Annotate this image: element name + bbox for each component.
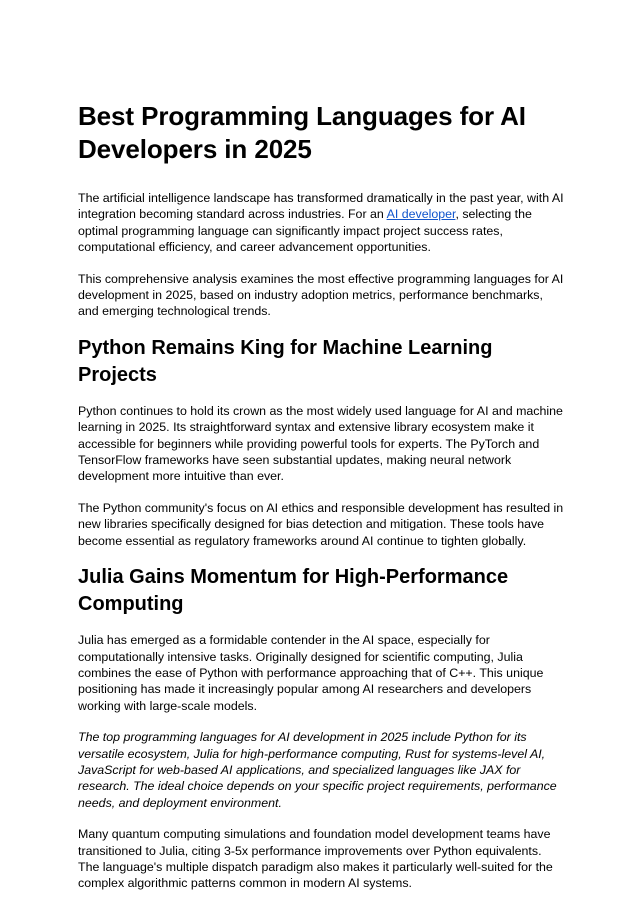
ai-developer-link[interactable]: AI developer <box>386 207 456 222</box>
section-heading-julia: Julia Gains Momentum for High-Performance Computing <box>78 566 509 616</box>
intro-text-before-link: The artificial intelligence landscape has transformed dramatically in the past year, with AI integration becoming standard across industries. For an <box>78 191 564 222</box>
document-page <box>78 100 564 907</box>
python-paragraph-1: Python continues to hold its crown as the most widely used language for AI and machine learning in 2025. Its straightforward syntax and extensive library ecosystem make it accessible for beginners while providing powerful tools for experts. The PyTorch and TensorFlow frameworks have seen substantial updates, making neural network development more intuitive than ever. <box>78 403 563 484</box>
intro-paragraph-1 <box>78 190 564 256</box>
python-paragraph-2: The Python community's focus on AI ethics and responsible development has resulted in new libraries specifically designed for bias detection and mitigation. These tools have become essential as regulatory frameworks around AI continue to tighten globally. <box>78 500 564 548</box>
julia-paragraph-3: Many quantum computing simulations and foundation model development teams have transitioned to Julia, citing 3-5x performance improvements over Python equivalents. The language's multiple dispatch paradigm also makes it particularly well-suited for the complex algorithmic patterns common in modern AI systems. <box>78 827 553 891</box>
page-title: Best Programming Languages for AI Developers in 2025 <box>78 101 526 164</box>
julia-paragraph-1: Julia has emerged as a formidable contender in the AI space, especially for computationally intensive tasks. Originally designed for scientific computing, Julia combines the ease of Python with performance approaching that of C++. This unique positioning has made it increasingly popular among AI researchers and developers working with large-scale models. <box>78 633 544 713</box>
intro-paragraph-2: This comprehensive analysis examines the most effective programming languages for AI development in 2025, based on industry adoption metrics, performance benchmarks, and emerging technological trends. <box>78 271 564 319</box>
section-heading-python: Python Remains King for Machine Learning Projects <box>78 336 493 386</box>
intro-text-after-link: , selecting the optimal programming language can significantly impact project success rates, computational efficiency, and career advancement opportunities. <box>78 207 532 255</box>
julia-summary-italic: The top programming languages for AI development in 2025 include Python for its versatile ecosystem, Julia for high-performance computing, Rust for systems-level AI, JavaScript for web-based AI applications, and specialized languages like JAX for research. The ideal choice depends on your specific project requirements, performance needs, and deployment environment. <box>78 730 557 810</box>
